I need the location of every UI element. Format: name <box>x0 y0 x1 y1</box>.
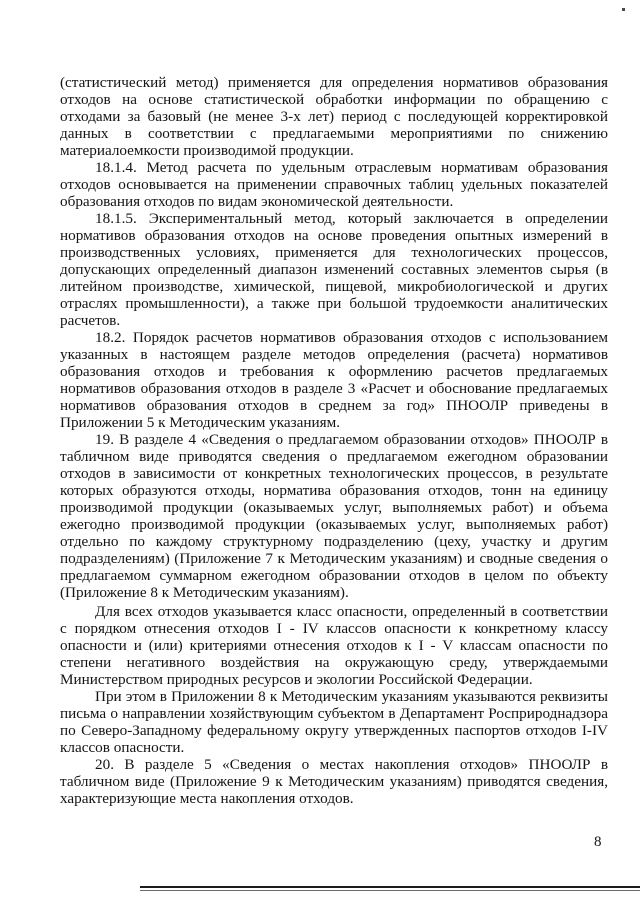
text-line: табличном виде (Приложение 9 к Методическим указаниям) приводятся сведения, <box>60 773 608 790</box>
text-line: материалоемкости производимой продукции. <box>60 142 354 159</box>
scan-speck <box>622 8 625 11</box>
text-line: нормативов образования отходов в разделе 3 «Расчет и обоснование предлагаемых <box>60 380 608 397</box>
page-number: 8 <box>594 834 602 850</box>
text-line: допускающих определенный диапазон изменений составных элементов сырья (в <box>60 261 608 278</box>
paragraph-start: 20. В разделе 5 «Сведения о местах накопления отходов» ПНООЛР в <box>95 756 608 773</box>
text-line: ежегодно производимой продукции (оказываемых услуг, выполняемых работ) <box>60 516 608 533</box>
paragraph-start: Для всех отходов указывается класс опасности, определенный в соответствии <box>95 603 608 620</box>
text-line: характеризующие места накопления отходов. <box>60 790 354 807</box>
text-line: отходов на основе статистической обработки информации по обращению с <box>60 91 608 108</box>
text-line: табличном виде приводятся сведения о предлагаемом ежегодном образовании <box>60 448 608 465</box>
paragraph-start: При этом в Приложении 8 к Методическим указаниям указываются реквизиты <box>95 688 608 705</box>
text-line: Приложении 5 к Методическим указаниям. <box>60 414 341 431</box>
text-line: подразделениям) (Приложение 7 к Методическим указаниям) и сводные сведения о <box>60 550 608 567</box>
paragraph-start: 19. В разделе 4 «Сведения о предлагаемом образовании отходов» ПНООЛР в <box>95 431 608 448</box>
text-line: предлагаемом суммарном ежегодном образовании отходов в целом по объекту <box>60 567 608 584</box>
text-line: отходами за базовый (не менее 3-х лет) период с последующей корректировкой <box>60 108 608 125</box>
scan-edge-line <box>140 886 640 888</box>
text-line: отходов основывается на применении справочных таблиц удельных показателей <box>60 176 608 193</box>
paragraph-start: 18.1.4. Метод расчета по удельным отраслевым нормативам образования <box>95 159 608 176</box>
text-line: образования отходов и требования к оформлению расчетов предлагаемых <box>60 363 608 380</box>
text-line: письма о направлении хозяйствующим субъектом в Департамент Росприроднадзора <box>60 705 608 722</box>
text-line: данных в соответствии с предлагаемыми мероприятиями по снижению <box>60 125 608 142</box>
text-line: образования отходов по видам экономической деятельности. <box>60 193 454 210</box>
text-line: нормативов образования отходов в среднем за год» ПНООЛР приведены в <box>60 397 608 414</box>
text-line: Министерством природных ресурсов и экологии Российской Федерации. <box>60 671 533 688</box>
text-line: расчетов. <box>60 312 121 329</box>
text-line: литейном производстве, химической, пищевой, микробиологической и других <box>60 278 608 295</box>
text-line: (Приложение 8 к Методическим указаниям). <box>60 584 349 601</box>
text-line: отходов в зависимости от конкретных технологических процессов, в результате <box>60 465 608 482</box>
text-line: производимой продукции (оказываемых услуг, выполняемых работ) и объема <box>60 499 608 516</box>
paragraph-start: 18.1.5. Экспериментальный метод, который заключается в определении <box>95 210 608 227</box>
text-line: опасности и (или) критериями отнесения отходов к I - V классам опасности по <box>60 637 608 654</box>
text-line: степени негативного воздействия на окружающую среду, утверждаемыми <box>60 654 608 671</box>
text-line: нормативов образования отходов на основе проведения опытных измерений в <box>60 227 608 244</box>
text-line: производственных условиях, применяется для технологических процессов, <box>60 244 608 261</box>
paragraph-start: 18.2. Порядок расчетов нормативов образования отходов с использованием <box>95 329 608 346</box>
text-line: (статистический метод) применяется для определения нормативов образования <box>60 74 608 91</box>
text-line: отдельно по каждому структурному подразделению (цеху, участку и другим <box>60 533 608 550</box>
text-line: классов опасности. <box>60 739 185 756</box>
text-line: которых образуются отходы, норматива образования отходов, тонн на единицу <box>60 482 608 499</box>
scan-edge-line-thin <box>140 890 640 891</box>
text-line: указанных в настоящем разделе методов определения (расчета) нормативов <box>60 346 608 363</box>
text-line: отраслях промышленности), а также при большой трудоемкости аналитических <box>60 295 608 312</box>
text-line: с порядком отнесения отходов I - IV классов опасности к конкретному классу <box>60 620 608 637</box>
text-line: по Северо-Западному федеральному округу утвержденных паспортов отходов I-IV <box>60 722 608 739</box>
